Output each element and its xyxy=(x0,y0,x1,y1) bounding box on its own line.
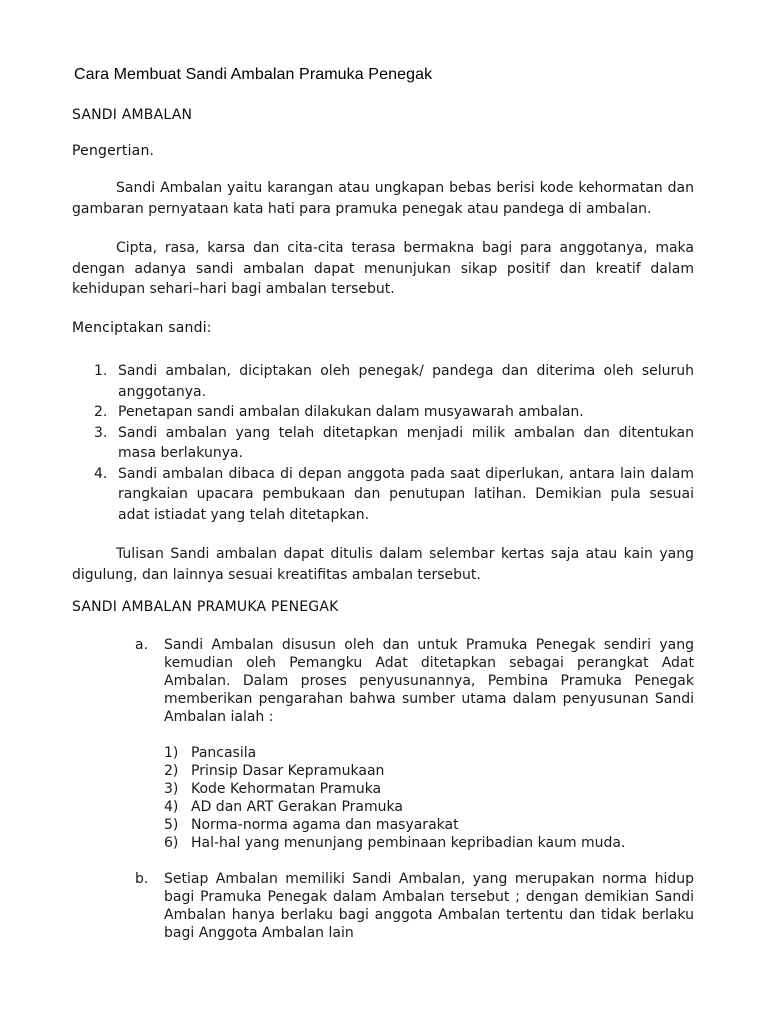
sublist-marker: 1) xyxy=(164,745,179,761)
sublist-item xyxy=(164,834,694,852)
list-item-number: 3. xyxy=(94,424,108,441)
alpha-item-text: Sandi Ambalan disusun oleh dan untuk Pramuka Penegak sendiri yang kemudian oleh Pemangku Adat ditetapkan sebagai perangkat Adat Ambalan. Dalam proses penyusunannya, Pembina Pramuka Penegak memberikan pengarahan bahwa sumber utama dalam penyusunan Sandi Ambalan ialah : xyxy=(164,637,694,725)
document-title: Cara Membuat Sandi Ambalan Pramuka Penegak xyxy=(74,66,433,83)
sublist-item xyxy=(164,780,694,798)
alpha-marker: a. xyxy=(135,637,149,653)
list-item-number: 4. xyxy=(94,465,108,482)
sublist-text: Prinsip Dasar Kepramukaan xyxy=(191,763,385,779)
section-heading-sandi-ambalan: SANDI AMBALAN xyxy=(72,107,193,123)
pengertian-label: Pengertian. xyxy=(72,143,155,159)
list-item-number: 2. xyxy=(94,404,108,420)
paragraph-cipta-rasa: Cipta, rasa, karsa dan cita-cita terasa bermakna bagi para anggotanya, maka dengan adanya sandi ambalan dapat menunjukan sikap positif dan kreatif dalam kehidupan sehari–hari bagi ambalan tersebut. xyxy=(72,240,694,297)
alpha-item-a xyxy=(72,636,694,852)
numbered-list xyxy=(72,361,694,525)
list-item-text: Sandi ambalan, diciptakan oleh penegak/ pandega dan diterima oleh seluruh anggotanya. xyxy=(118,363,694,400)
alpha-marker: b. xyxy=(135,871,149,887)
sublist-marker: 2) xyxy=(164,763,179,779)
alpha-list xyxy=(72,636,694,942)
list-item xyxy=(72,464,694,526)
paragraph-tulisan: Tulisan Sandi ambalan dapat ditulis dalam selembar kertas saja atau kain yang digulung, dan lainnya sesuai kreatifitas ambalan tersebut. xyxy=(72,546,694,583)
sublist-text: AD dan ART Gerakan Pramuka xyxy=(191,799,403,815)
list-item-number: 1. xyxy=(94,363,108,379)
alpha-item-b xyxy=(72,870,694,942)
list-item xyxy=(72,423,694,464)
list-item xyxy=(72,361,694,402)
sublist-text: Norma-norma agama dan masyarakat xyxy=(191,817,459,833)
menciptakan-label: Menciptakan sandi: xyxy=(72,320,212,336)
sublist-text: Kode Kehormatan Pramuka xyxy=(191,781,382,797)
alpha-item-text: Setiap Ambalan memiliki Sandi Ambalan, yang merupakan norma hidup bagi Pramuka Penegak dalam Ambalan tersebut ; dengan demikian Sandi Ambalan hanya berlaku bagi anggota Ambalan tertentu dan tidak berlaku bagi Anggota Ambalan lain xyxy=(164,871,694,941)
sublist-marker: 5) xyxy=(164,817,179,833)
section-heading-sandi-ambalan-pramuka-penegak: SANDI AMBALAN PRAMUKA PENEGAK xyxy=(72,599,339,615)
sublist-item xyxy=(164,762,694,780)
sublist-marker: 3) xyxy=(164,781,179,797)
list-item-text: Penetapan sandi ambalan dilakukan dalam musyawarah ambalan. xyxy=(118,404,584,420)
list-item xyxy=(72,402,694,423)
paragraph-definition: Sandi Ambalan yaitu karangan atau ungkapan bebas berisi kode kehormatan dan gambaran pernyataan kata hati para pramuka penegak atau pandega di ambalan. xyxy=(72,180,694,217)
sublist-marker: 4) xyxy=(164,799,179,815)
sublist-item xyxy=(164,744,694,762)
sublist-text: Hal-hal yang menunjang pembinaan kepribadian kaum muda. xyxy=(191,835,626,851)
source-sublist xyxy=(164,744,694,852)
sublist-marker: 6) xyxy=(164,835,179,851)
sublist-item xyxy=(164,798,694,816)
list-item-text: Sandi ambalan yang telah ditetapkan menjadi milik ambalan dan ditentukan masa berlakunya. xyxy=(118,424,694,461)
sublist-item xyxy=(164,816,694,834)
sublist-text: Pancasila xyxy=(191,745,257,761)
list-item-text: Sandi ambalan dibaca di depan anggota pada saat diperlukan, antara lain dalam rangkaian upacara pembukaan dan penutupan latihan. Demikian pula sesuai adat istiadat yang telah ditetapkan. xyxy=(118,465,694,523)
